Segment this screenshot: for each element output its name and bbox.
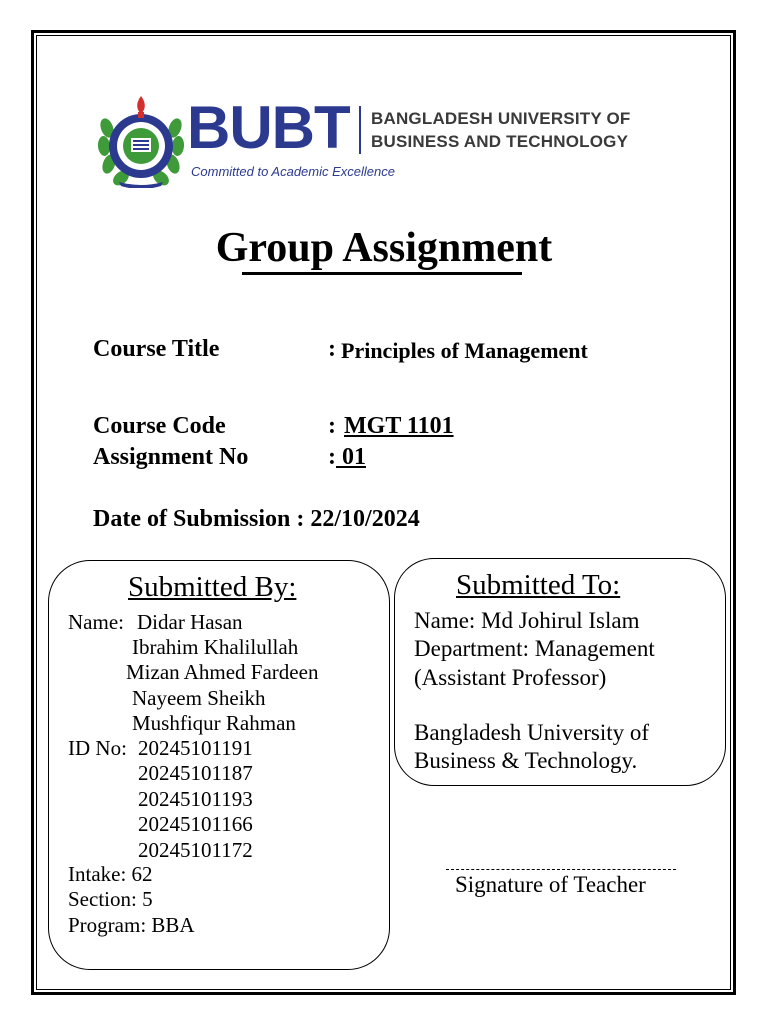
logo-divider: [359, 106, 361, 154]
signature-label: Signature of Teacher: [455, 872, 646, 897]
submitted-by-heading-text: Submitted By:: [128, 571, 297, 603]
university-logo: [95, 88, 695, 198]
teacher-designation: (Assistant Professor): [414, 665, 607, 690]
course-code-value: MGT 1101: [344, 413, 454, 439]
assignment-no-colon: :: [328, 444, 336, 470]
course-code-colon: :: [328, 413, 336, 439]
teacher-university-line1: Bangladesh University of: [414, 720, 650, 745]
submitted-to-heading-text: Submitted To:: [456, 569, 621, 601]
teacher-department: Department: Management: [414, 636, 655, 661]
course-title-value: Principles of Management: [341, 338, 588, 363]
logo-university-line1: BANGLADESH UNIVERSITY OF: [371, 109, 631, 128]
course-title-label: Course Title: [93, 336, 220, 362]
logo-motto: Committed to Academic Excellence: [191, 164, 395, 179]
student-name: Mushfiqur Rahman: [132, 711, 296, 735]
student-name-prefix: Name:: [68, 610, 124, 634]
signature-line: [446, 869, 676, 870]
title-underline: [242, 272, 522, 275]
student-id: 20245101191: [138, 736, 253, 760]
submitted-to-heading: [456, 568, 620, 602]
university-seal-icon: [95, 88, 187, 188]
section: Section: 5: [68, 887, 153, 911]
student-id: 20245101172: [138, 838, 253, 862]
student-id: 20245101166: [138, 812, 253, 836]
student-name: Nayeem Sheikh: [132, 686, 266, 710]
assignment-no-label: Assignment No: [93, 444, 249, 470]
submission-date: Date of Submission : 22/10/2024: [93, 506, 420, 532]
student-id: 20245101187: [138, 761, 253, 785]
submitted-by-heading: [128, 570, 296, 604]
student-id-prefix: ID No:: [68, 736, 127, 760]
assignment-no-value: 01: [336, 444, 366, 470]
teacher-university-line2: Business & Technology.: [414, 748, 638, 773]
program: Program: BBA: [68, 913, 195, 937]
course-title-colon: :: [328, 336, 336, 362]
student-name: Ibrahim Khalilullah: [132, 635, 299, 659]
course-code-label: Course Code: [93, 413, 226, 439]
logo-university-line2: BUSINESS AND TECHNOLOGY: [371, 132, 629, 151]
logo-wordmark: BUBT: [187, 94, 350, 161]
student-id: 20245101193: [138, 787, 253, 811]
intake: Intake: 62: [68, 862, 153, 886]
teacher-name: Name: Md Johirul Islam: [414, 608, 640, 633]
page-title: Group Assignment: [215, 225, 553, 271]
student-name: Didar Hasan: [137, 610, 243, 634]
student-name: Mizan Ahmed Fardeen: [126, 660, 319, 684]
